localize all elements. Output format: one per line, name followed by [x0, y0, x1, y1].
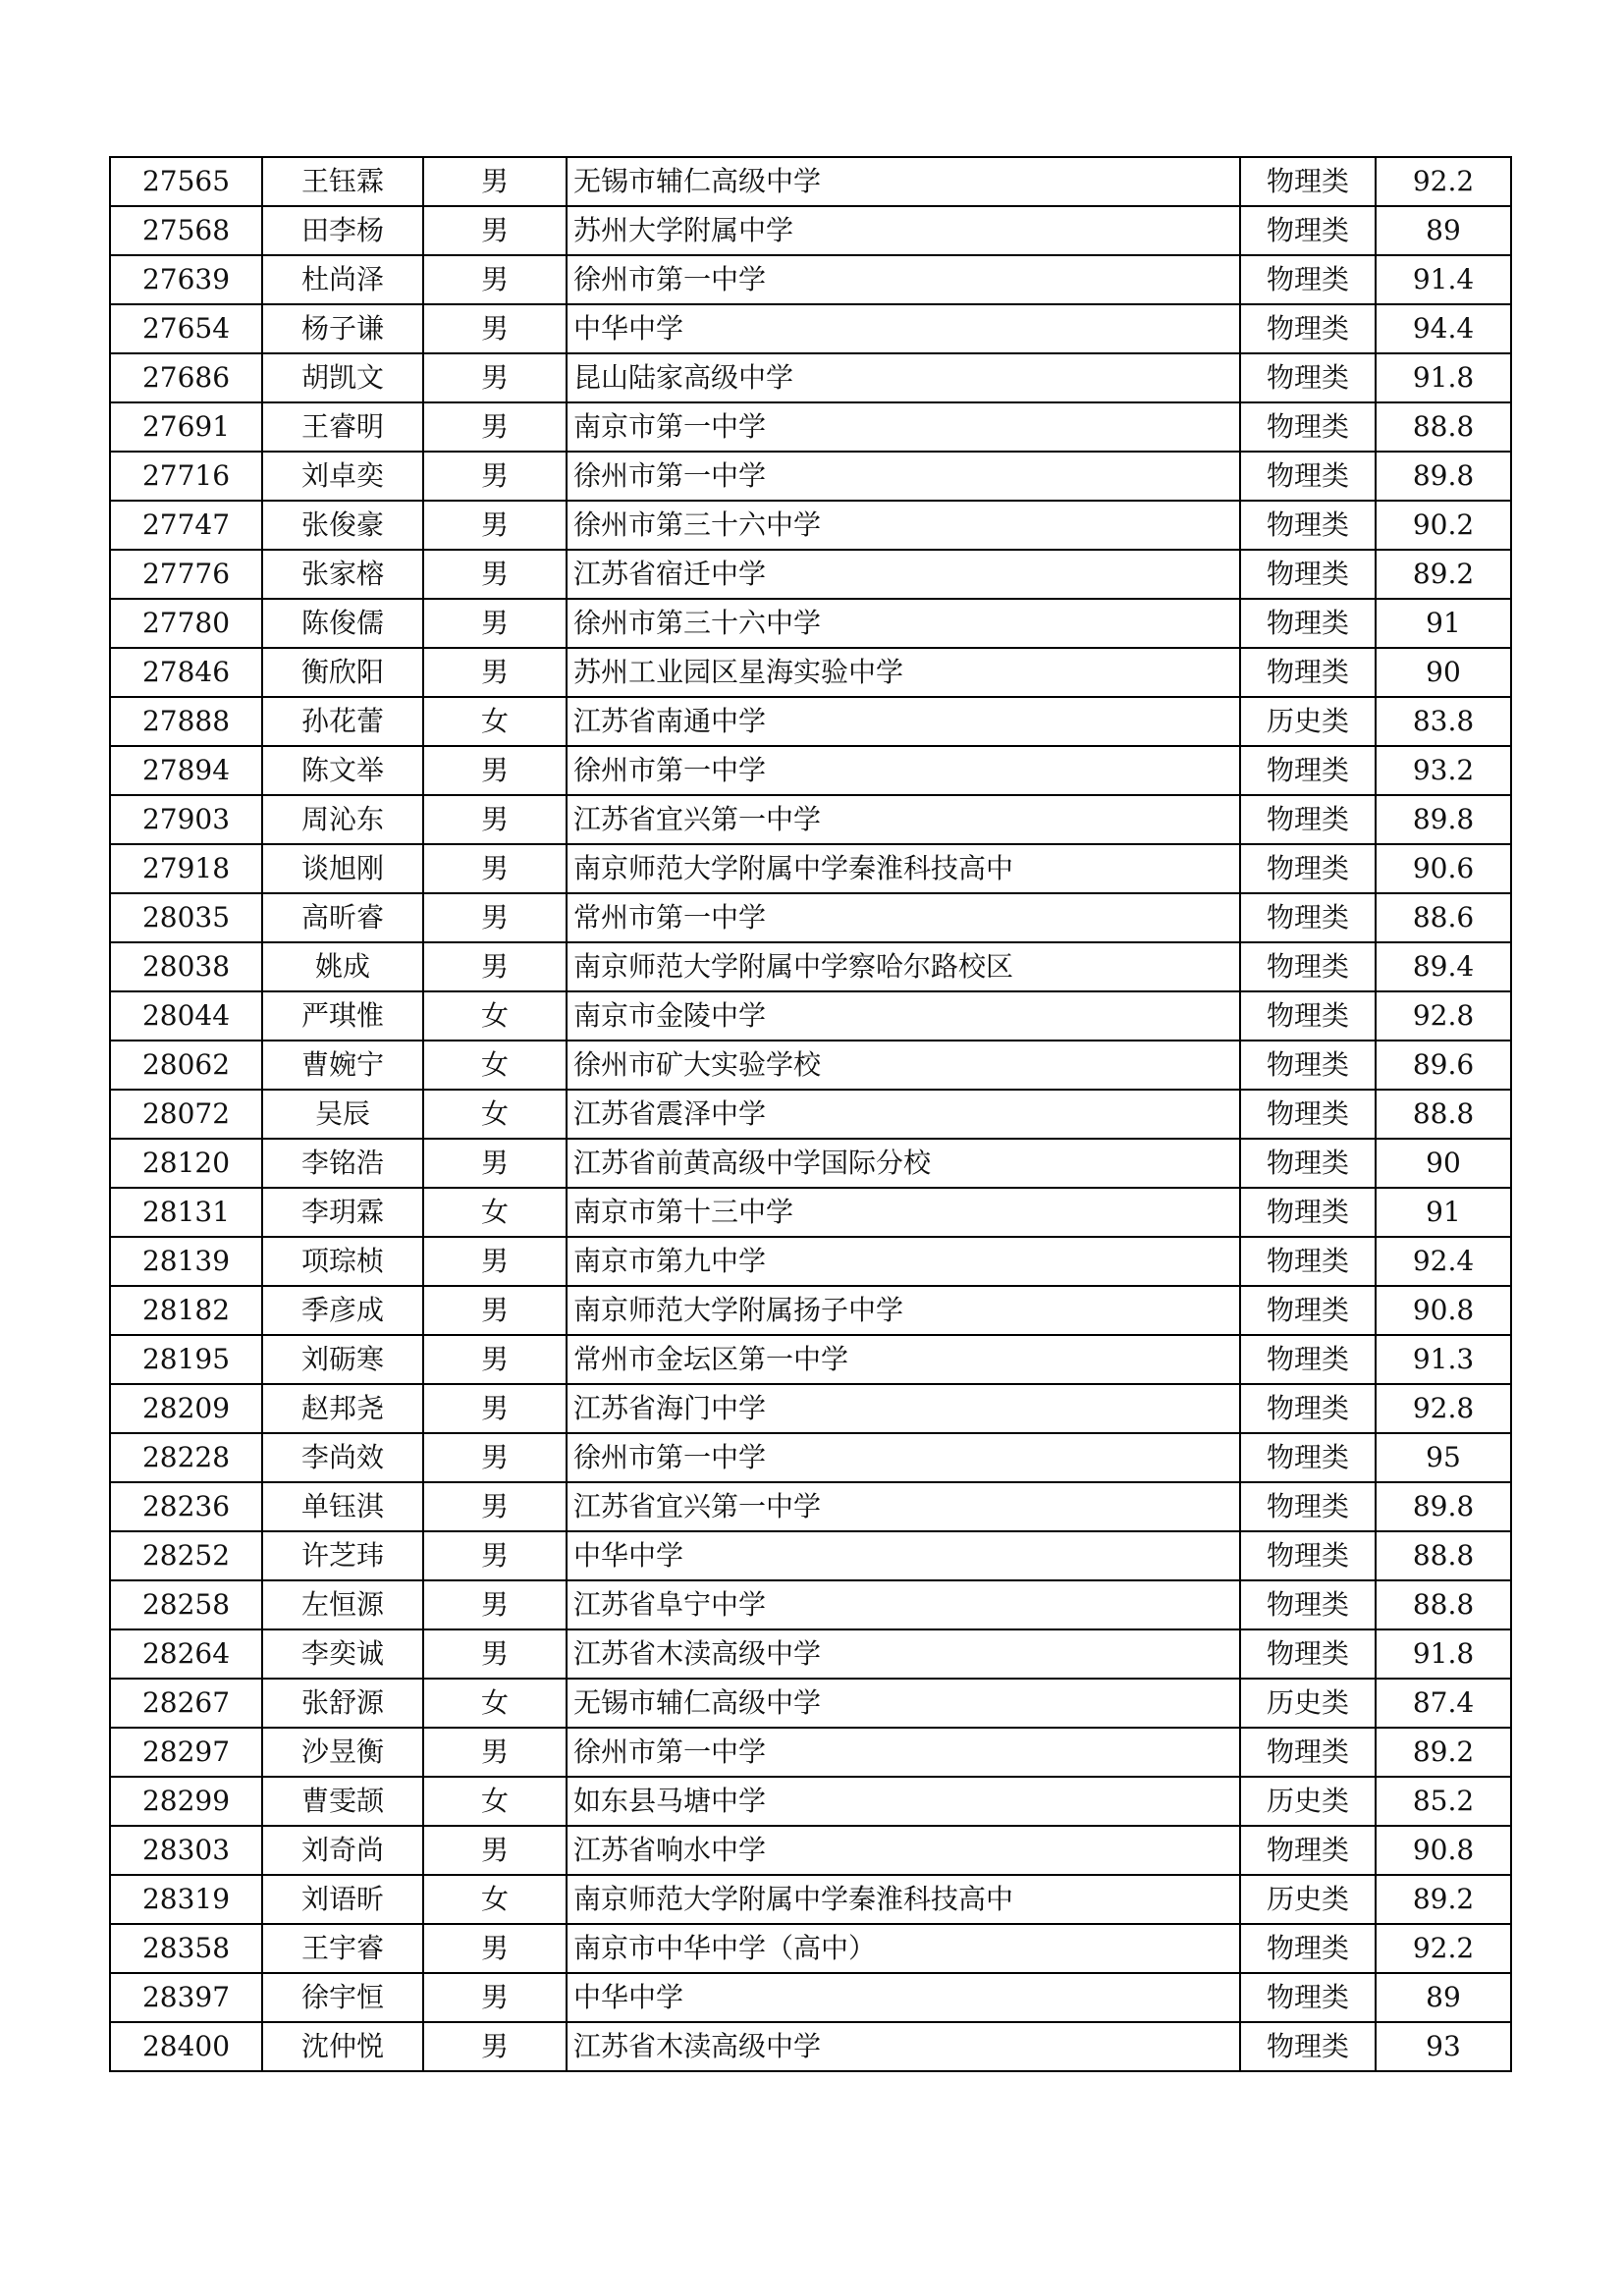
subject-category-cell: 物理类 [1240, 1335, 1376, 1384]
school-cell: 江苏省木渎高级中学 [567, 2022, 1240, 2071]
table-row [110, 2022, 1511, 2071]
exam-number-cell: 27776 [110, 550, 262, 599]
student-name-cell: 张舒源 [262, 1679, 423, 1728]
exam-number-cell: 28358 [110, 1924, 262, 1973]
score-cell: 83.8 [1376, 697, 1511, 746]
score-cell: 90.8 [1376, 1826, 1511, 1875]
student-name-cell: 孙花蕾 [262, 697, 423, 746]
exam-number-cell: 27846 [110, 648, 262, 697]
gender-cell: 男 [423, 599, 567, 648]
exam-number-cell: 28139 [110, 1237, 262, 1286]
subject-category-cell: 物理类 [1240, 1973, 1376, 2022]
gender-cell: 男 [423, 402, 567, 452]
exam-number-cell: 28236 [110, 1482, 262, 1531]
exam-number-cell: 27780 [110, 599, 262, 648]
student-name-cell: 赵邦尧 [262, 1384, 423, 1433]
score-cell: 92.2 [1376, 157, 1511, 206]
table-row [110, 697, 1511, 746]
score-cell: 88.8 [1376, 1090, 1511, 1139]
student-name-cell: 王钰霖 [262, 157, 423, 206]
subject-category-cell: 物理类 [1240, 844, 1376, 893]
gender-cell: 女 [423, 1090, 567, 1139]
table-row [110, 746, 1511, 795]
table-row [110, 648, 1511, 697]
school-cell: 徐州市第一中学 [567, 1433, 1240, 1482]
table-row [110, 1531, 1511, 1580]
exam-number-cell: 28038 [110, 942, 262, 991]
subject-category-cell: 物理类 [1240, 1728, 1376, 1777]
subject-category-cell: 物理类 [1240, 402, 1376, 452]
exam-number-cell: 27691 [110, 402, 262, 452]
school-cell: 南京市中华中学（高中） [567, 1924, 1240, 1973]
subject-category-cell: 物理类 [1240, 1139, 1376, 1188]
school-cell: 江苏省海门中学 [567, 1384, 1240, 1433]
score-cell: 88.6 [1376, 893, 1511, 942]
table-row [110, 501, 1511, 550]
gender-cell: 男 [423, 893, 567, 942]
student-name-cell: 谈旭刚 [262, 844, 423, 893]
exam-number-cell: 28397 [110, 1973, 262, 2022]
exam-number-cell: 28120 [110, 1139, 262, 1188]
exam-number-cell: 27888 [110, 697, 262, 746]
subject-category-cell: 物理类 [1240, 1531, 1376, 1580]
table-row [110, 1335, 1511, 1384]
school-cell: 南京师范大学附属扬子中学 [567, 1286, 1240, 1335]
subject-category-cell: 历史类 [1240, 1875, 1376, 1924]
gender-cell: 男 [423, 746, 567, 795]
table-row [110, 1629, 1511, 1679]
table-row [110, 1384, 1511, 1433]
exam-number-cell: 27686 [110, 353, 262, 402]
subject-category-cell: 物理类 [1240, 1384, 1376, 1433]
school-cell: 江苏省宜兴第一中学 [567, 795, 1240, 844]
student-name-cell: 许芝玮 [262, 1531, 423, 1580]
gender-cell: 男 [423, 2022, 567, 2071]
subject-category-cell: 物理类 [1240, 1090, 1376, 1139]
score-cell: 87.4 [1376, 1679, 1511, 1728]
school-cell: 徐州市第一中学 [567, 746, 1240, 795]
gender-cell: 男 [423, 844, 567, 893]
student-name-cell: 陈文举 [262, 746, 423, 795]
exam-number-cell: 27716 [110, 452, 262, 501]
exam-number-cell: 27894 [110, 746, 262, 795]
school-cell: 南京市第一中学 [567, 402, 1240, 452]
student-name-cell: 周沁东 [262, 795, 423, 844]
gender-cell: 男 [423, 1384, 567, 1433]
table-row [110, 1973, 1511, 2022]
gender-cell: 男 [423, 1924, 567, 1973]
student-name-cell: 张家榕 [262, 550, 423, 599]
school-cell: 江苏省南通中学 [567, 697, 1240, 746]
score-cell: 92.4 [1376, 1237, 1511, 1286]
student-score-table [109, 156, 1512, 2072]
gender-cell: 男 [423, 550, 567, 599]
table-row [110, 1875, 1511, 1924]
table-row [110, 1286, 1511, 1335]
score-cell: 89.8 [1376, 452, 1511, 501]
score-cell: 88.8 [1376, 1531, 1511, 1580]
school-cell: 南京市第十三中学 [567, 1188, 1240, 1237]
exam-number-cell: 28267 [110, 1679, 262, 1728]
subject-category-cell: 物理类 [1240, 1286, 1376, 1335]
subject-category-cell: 物理类 [1240, 795, 1376, 844]
subject-category-cell: 历史类 [1240, 697, 1376, 746]
school-cell: 常州市第一中学 [567, 893, 1240, 942]
exam-number-cell: 28319 [110, 1875, 262, 1924]
school-cell: 江苏省宿迁中学 [567, 550, 1240, 599]
table-row [110, 402, 1511, 452]
exam-number-cell: 28195 [110, 1335, 262, 1384]
gender-cell: 男 [423, 304, 567, 353]
student-name-cell: 高昕睿 [262, 893, 423, 942]
gender-cell: 男 [423, 1531, 567, 1580]
gender-cell: 女 [423, 1041, 567, 1090]
gender-cell: 女 [423, 1679, 567, 1728]
school-cell: 江苏省阜宁中学 [567, 1580, 1240, 1629]
exam-number-cell: 28297 [110, 1728, 262, 1777]
school-cell: 南京师范大学附属中学秦淮科技高中 [567, 1875, 1240, 1924]
table-row [110, 1090, 1511, 1139]
subject-category-cell: 物理类 [1240, 255, 1376, 304]
school-cell: 徐州市第三十六中学 [567, 599, 1240, 648]
student-name-cell: 曹婉宁 [262, 1041, 423, 1090]
school-cell: 中华中学 [567, 1973, 1240, 2022]
school-cell: 苏州工业园区星海实验中学 [567, 648, 1240, 697]
school-cell: 江苏省木渎高级中学 [567, 1629, 1240, 1679]
exam-number-cell: 28299 [110, 1777, 262, 1826]
student-name-cell: 刘砺寒 [262, 1335, 423, 1384]
score-cell: 90.6 [1376, 844, 1511, 893]
gender-cell: 女 [423, 697, 567, 746]
table-row [110, 304, 1511, 353]
student-name-cell: 陈俊儒 [262, 599, 423, 648]
student-name-cell: 李铭浩 [262, 1139, 423, 1188]
school-cell: 南京市第九中学 [567, 1237, 1240, 1286]
gender-cell: 男 [423, 501, 567, 550]
school-cell: 南京市金陵中学 [567, 991, 1240, 1041]
subject-category-cell: 物理类 [1240, 304, 1376, 353]
gender-cell: 男 [423, 648, 567, 697]
table-row [110, 1482, 1511, 1531]
student-name-cell: 严琪惟 [262, 991, 423, 1041]
exam-number-cell: 28252 [110, 1531, 262, 1580]
table-row [110, 1041, 1511, 1090]
exam-number-cell: 28035 [110, 893, 262, 942]
subject-category-cell: 历史类 [1240, 1777, 1376, 1826]
school-cell: 昆山陆家高级中学 [567, 353, 1240, 402]
student-name-cell: 李尚效 [262, 1433, 423, 1482]
school-cell: 无锡市辅仁高级中学 [567, 157, 1240, 206]
score-cell: 90 [1376, 648, 1511, 697]
gender-cell: 女 [423, 1777, 567, 1826]
student-name-cell: 徐宇恒 [262, 1973, 423, 2022]
score-cell: 89.8 [1376, 1482, 1511, 1531]
gender-cell: 男 [423, 255, 567, 304]
exam-number-cell: 27568 [110, 206, 262, 255]
subject-category-cell: 物理类 [1240, 206, 1376, 255]
subject-category-cell: 物理类 [1240, 648, 1376, 697]
school-cell: 江苏省响水中学 [567, 1826, 1240, 1875]
exam-number-cell: 27654 [110, 304, 262, 353]
table-row [110, 255, 1511, 304]
gender-cell: 男 [423, 1580, 567, 1629]
gender-cell: 男 [423, 1335, 567, 1384]
student-name-cell: 沙昱衡 [262, 1728, 423, 1777]
student-name-cell: 李玥霖 [262, 1188, 423, 1237]
exam-number-cell: 27903 [110, 795, 262, 844]
exam-number-cell: 27918 [110, 844, 262, 893]
exam-number-cell: 28264 [110, 1629, 262, 1679]
exam-number-cell: 28044 [110, 991, 262, 1041]
subject-category-cell: 物理类 [1240, 1580, 1376, 1629]
gender-cell: 男 [423, 353, 567, 402]
school-cell: 江苏省宜兴第一中学 [567, 1482, 1240, 1531]
subject-category-cell: 物理类 [1240, 746, 1376, 795]
subject-category-cell: 物理类 [1240, 2022, 1376, 2071]
score-cell: 89.2 [1376, 550, 1511, 599]
student-name-cell: 项琮桢 [262, 1237, 423, 1286]
score-cell: 91.4 [1376, 255, 1511, 304]
gender-cell: 男 [423, 1973, 567, 2022]
gender-cell: 男 [423, 1237, 567, 1286]
gender-cell: 男 [423, 206, 567, 255]
table-row [110, 599, 1511, 648]
gender-cell: 男 [423, 942, 567, 991]
table-row [110, 1679, 1511, 1728]
exam-number-cell: 28400 [110, 2022, 262, 2071]
score-cell: 92.2 [1376, 1924, 1511, 1973]
student-name-cell: 胡凯文 [262, 353, 423, 402]
exam-number-cell: 28182 [110, 1286, 262, 1335]
subject-category-cell: 物理类 [1240, 599, 1376, 648]
exam-number-cell: 28228 [110, 1433, 262, 1482]
score-cell: 93.2 [1376, 746, 1511, 795]
table-row [110, 206, 1511, 255]
subject-category-cell: 物理类 [1240, 501, 1376, 550]
exam-number-cell: 27565 [110, 157, 262, 206]
table-row [110, 157, 1511, 206]
student-name-cell: 杜尚泽 [262, 255, 423, 304]
gender-cell: 男 [423, 1826, 567, 1875]
exam-number-cell: 28062 [110, 1041, 262, 1090]
score-cell: 92.8 [1376, 1384, 1511, 1433]
subject-category-cell: 物理类 [1240, 942, 1376, 991]
table-row [110, 1139, 1511, 1188]
table-row [110, 452, 1511, 501]
student-name-cell: 沈仲悦 [262, 2022, 423, 2071]
school-cell: 苏州大学附属中学 [567, 206, 1240, 255]
score-cell: 89 [1376, 206, 1511, 255]
score-cell: 89.2 [1376, 1728, 1511, 1777]
student-name-cell: 刘卓奕 [262, 452, 423, 501]
score-cell: 94.4 [1376, 304, 1511, 353]
student-name-cell: 单钰淇 [262, 1482, 423, 1531]
gender-cell: 男 [423, 1139, 567, 1188]
score-cell: 91 [1376, 599, 1511, 648]
exam-number-cell: 27639 [110, 255, 262, 304]
school-cell: 徐州市第一中学 [567, 255, 1240, 304]
table-row [110, 1924, 1511, 1973]
school-cell: 如东县马塘中学 [567, 1777, 1240, 1826]
gender-cell: 男 [423, 1286, 567, 1335]
student-name-cell: 李奕诚 [262, 1629, 423, 1679]
subject-category-cell: 物理类 [1240, 1237, 1376, 1286]
subject-category-cell: 物理类 [1240, 157, 1376, 206]
score-cell: 89 [1376, 1973, 1511, 2022]
student-name-cell: 左恒源 [262, 1580, 423, 1629]
gender-cell: 男 [423, 452, 567, 501]
student-name-cell: 刘奇尚 [262, 1826, 423, 1875]
student-name-cell: 王宇睿 [262, 1924, 423, 1973]
school-cell: 徐州市第三十六中学 [567, 501, 1240, 550]
gender-cell: 女 [423, 991, 567, 1041]
student-name-cell: 刘语昕 [262, 1875, 423, 1924]
table-row [110, 1433, 1511, 1482]
table-row [110, 1188, 1511, 1237]
score-cell: 88.8 [1376, 1580, 1511, 1629]
table-row [110, 795, 1511, 844]
student-name-cell: 姚成 [262, 942, 423, 991]
score-cell: 92.8 [1376, 991, 1511, 1041]
table-row [110, 1777, 1511, 1826]
gender-cell: 男 [423, 1629, 567, 1679]
exam-number-cell: 28303 [110, 1826, 262, 1875]
school-cell: 江苏省前黄高级中学国际分校 [567, 1139, 1240, 1188]
school-cell: 徐州市第一中学 [567, 452, 1240, 501]
score-cell: 85.2 [1376, 1777, 1511, 1826]
subject-category-cell: 历史类 [1240, 1679, 1376, 1728]
school-cell: 徐州市第一中学 [567, 1728, 1240, 1777]
student-name-cell: 曹雯颉 [262, 1777, 423, 1826]
subject-category-cell: 物理类 [1240, 1188, 1376, 1237]
subject-category-cell: 物理类 [1240, 1924, 1376, 1973]
score-cell: 95 [1376, 1433, 1511, 1482]
school-cell: 南京师范大学附属中学秦淮科技高中 [567, 844, 1240, 893]
student-name-cell: 杨子谦 [262, 304, 423, 353]
table-row [110, 1237, 1511, 1286]
school-cell: 无锡市辅仁高级中学 [567, 1679, 1240, 1728]
table-body [110, 157, 1511, 2071]
score-cell: 93 [1376, 2022, 1511, 2071]
exam-number-cell: 27747 [110, 501, 262, 550]
table-row [110, 942, 1511, 991]
table-row [110, 1826, 1511, 1875]
gender-cell: 男 [423, 1482, 567, 1531]
student-name-cell: 衡欣阳 [262, 648, 423, 697]
score-cell: 89.4 [1376, 942, 1511, 991]
score-cell: 89.2 [1376, 1875, 1511, 1924]
student-name-cell: 季彦成 [262, 1286, 423, 1335]
table-row [110, 1728, 1511, 1777]
subject-category-cell: 物理类 [1240, 1041, 1376, 1090]
table-row [110, 991, 1511, 1041]
school-cell: 中华中学 [567, 1531, 1240, 1580]
student-name-cell: 王睿明 [262, 402, 423, 452]
gender-cell: 女 [423, 1188, 567, 1237]
score-cell: 91.8 [1376, 1629, 1511, 1679]
exam-number-cell: 28209 [110, 1384, 262, 1433]
student-name-cell: 田李杨 [262, 206, 423, 255]
gender-cell: 男 [423, 1728, 567, 1777]
school-cell: 常州市金坛区第一中学 [567, 1335, 1240, 1384]
score-cell: 91.8 [1376, 353, 1511, 402]
subject-category-cell: 物理类 [1240, 1826, 1376, 1875]
subject-category-cell: 物理类 [1240, 893, 1376, 942]
subject-category-cell: 物理类 [1240, 452, 1376, 501]
table-row [110, 353, 1511, 402]
student-name-cell: 张俊豪 [262, 501, 423, 550]
school-cell: 江苏省震泽中学 [567, 1090, 1240, 1139]
score-cell: 89.6 [1376, 1041, 1511, 1090]
student-name-cell: 吴辰 [262, 1090, 423, 1139]
subject-category-cell: 物理类 [1240, 1433, 1376, 1482]
school-cell: 徐州市矿大实验学校 [567, 1041, 1240, 1090]
gender-cell: 男 [423, 795, 567, 844]
score-cell: 88.8 [1376, 402, 1511, 452]
subject-category-cell: 物理类 [1240, 353, 1376, 402]
exam-number-cell: 28072 [110, 1090, 262, 1139]
table-row [110, 550, 1511, 599]
score-cell: 90.8 [1376, 1286, 1511, 1335]
subject-category-cell: 物理类 [1240, 991, 1376, 1041]
score-cell: 89.8 [1376, 795, 1511, 844]
gender-cell: 男 [423, 1433, 567, 1482]
score-cell: 90.2 [1376, 501, 1511, 550]
school-cell: 南京师范大学附属中学察哈尔路校区 [567, 942, 1240, 991]
exam-number-cell: 28131 [110, 1188, 262, 1237]
gender-cell: 女 [423, 1875, 567, 1924]
score-cell: 90 [1376, 1139, 1511, 1188]
score-cell: 91.3 [1376, 1335, 1511, 1384]
school-cell: 中华中学 [567, 304, 1240, 353]
subject-category-cell: 物理类 [1240, 550, 1376, 599]
table-row [110, 1580, 1511, 1629]
gender-cell: 男 [423, 157, 567, 206]
table-row [110, 893, 1511, 942]
subject-category-cell: 物理类 [1240, 1482, 1376, 1531]
table-row [110, 844, 1511, 893]
exam-number-cell: 28258 [110, 1580, 262, 1629]
score-cell: 91 [1376, 1188, 1511, 1237]
subject-category-cell: 物理类 [1240, 1629, 1376, 1679]
